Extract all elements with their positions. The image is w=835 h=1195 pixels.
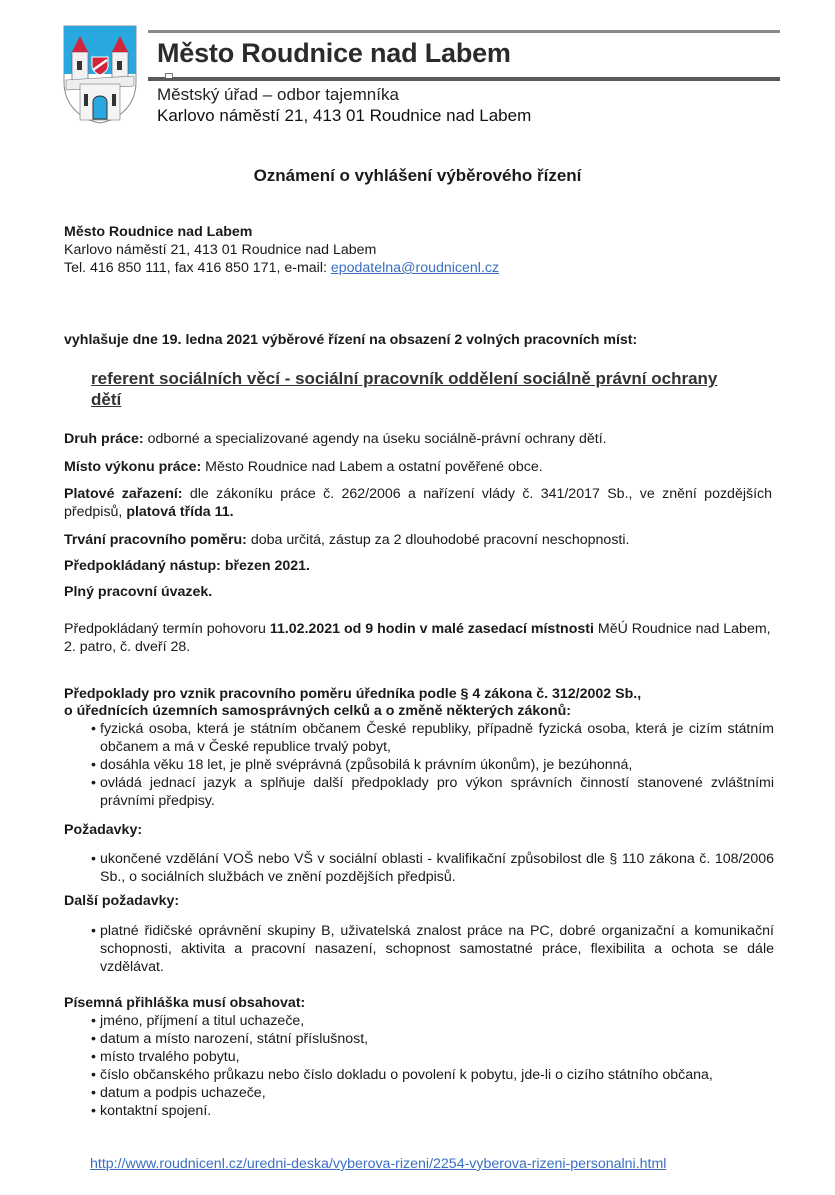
interview-prefix: Předpokládaný termín pohovoru (64, 621, 270, 637)
bullet-icon: • (91, 721, 96, 737)
field-work-place (64, 458, 772, 476)
bullet-icon: • (91, 1049, 96, 1065)
bullet-icon: • (91, 1067, 96, 1083)
other-requirements-list (64, 922, 774, 976)
issuer-email-link[interactable]: epodatelna@roudnicenl.cz (330, 260, 500, 276)
field-value: doba určitá, zástup za 2 dlouhodobé pracovní neschopnosti. (246, 532, 630, 548)
department-name: Městský úřad – odbor tajemníka (157, 85, 399, 104)
list-item: • jméno, příjmení a titul uchazeče, (91, 1013, 305, 1029)
field-label: Místo výkonu práce: (64, 459, 202, 475)
bullet-icon: • (91, 757, 96, 773)
list-item: • ukončené vzdělání VOŠ nebo VŠ v sociální oblasti - kvalifikační způsobilost dle § 110 zákona č. 108/2006 Sb., o sociálních službách ve znění pozdějších předpisů. (91, 851, 774, 885)
list-item: • číslo občanského průkazu nebo číslo dokladu o povolení k pobytu, jde-li o cizího státního občana, (91, 1067, 713, 1083)
prerequisites-heading-2: o úřednících územních samosprávných celků a o změně některých zákonů: (64, 703, 571, 719)
list-item: • platné řidičské oprávnění skupiny B, uživatelská znalost práce na PC, dobré organizační a komunikační schopnosti, aktivita a pracovní nasazení, schopnost samostatné práce, flexibilita a ochota se dále vzdělávat. (91, 923, 774, 975)
prerequisites-heading-1: Předpoklady pro vznik pracovního poměru úředníka podle § 4 zákona č. 312/2002 Sb., (64, 686, 642, 702)
town-crest-icon (62, 24, 138, 124)
list-item: • dosáhla věku 18 let, je plně svéprávná (způsobilá k právním úkonům), je bezúhonná, (91, 757, 633, 773)
vacancy-page-link[interactable]: http://www.roudnicenl.cz/uredni-deska/vyberova-rizeni/2254-vyberova-rizeni-personalni.html (90, 1156, 667, 1172)
issuer-name: Město Roudnice nad Labem (64, 224, 253, 240)
header-rule-middle (148, 77, 780, 81)
issuer-contact (64, 259, 499, 277)
list-item: • datum a místo narození, státní příslušnost, (91, 1031, 369, 1047)
list-item: • kontaktní spojení. (91, 1103, 212, 1119)
list-item: • datum a podpis uchazeče, (91, 1085, 266, 1101)
field-value: odborné a specializované agendy na úseku sociálně-právní ochrany dětí. (143, 431, 607, 447)
document-title: Oznámení o vyhlášení výběrového řízení (253, 166, 582, 185)
field-value: dle zákoníku práce č. 262/2006 a nařízení vlády č. 341/2017 Sb., ve znění pozdějších předpisů, (64, 486, 773, 520)
other-requirements-heading: Další požadavky: (64, 893, 180, 909)
announcement: vyhlašuje dne 19. ledna 2021 výběrové řízení na obsazení 2 volných pracovních míst: (64, 332, 638, 348)
office-address: Karlovo náměstí 21, 413 01 Roudnice nad Labem (157, 106, 532, 125)
field-salary (64, 485, 772, 521)
field-workload: Plný pracovní úvazek. (64, 584, 213, 600)
bullet-icon: • (91, 775, 96, 791)
list-item: • fyzická osoba, která je státním občanem České republiky, případně fyzická osoba, která je cizím státním občanem a má v České republice trvalý pobyt, (91, 721, 774, 755)
application-list (64, 1012, 774, 1120)
field-value: Město Roudnice nad Labem a ostatní pověřené obce. (201, 459, 543, 475)
header-rule-tick (165, 73, 173, 78)
list-item: • místo trvalého pobytu, (91, 1049, 240, 1065)
bullet-icon: • (91, 923, 96, 939)
bullet-icon: • (91, 1031, 96, 1047)
bullet-icon: • (91, 1085, 96, 1101)
field-start-date: Předpokládaný nástup: březen 2021. (64, 558, 310, 574)
position-title: referent sociálních věcí - sociální pracovník oddělení sociálně právní ochrany dětí (91, 369, 718, 409)
prerequisites-list (64, 720, 774, 810)
header-rule-top (148, 30, 780, 33)
issuer-address: Karlovo náměstí 21, 413 01 Roudnice nad Labem (64, 242, 377, 258)
town-title: Město Roudnice nad Labem (157, 38, 511, 68)
bullet-icon: • (91, 1013, 96, 1029)
field-label: Platové zařazení: (64, 486, 183, 502)
bullet-icon: • (91, 1103, 96, 1119)
field-label: Trvání pracovního poměru: (64, 532, 247, 548)
interview-location: MěÚ Roudnice nad Labem, 2. patro, č. dveří 28. (64, 621, 771, 655)
bullet-icon: • (91, 851, 96, 867)
interview-info (64, 620, 772, 656)
list-item: • ovládá jednací jazyk a splňuje další předpoklady pro výkon správních činností stanovené zvláštními právními předpisy. (91, 775, 774, 809)
field-work-type (64, 430, 772, 448)
requirements-list (64, 850, 774, 886)
application-heading: Písemná přihláška musí obsahovat: (64, 995, 306, 1011)
salary-class: platová třída 11. (126, 504, 234, 520)
requirements-heading: Požadavky: (64, 822, 143, 838)
interview-datetime: 11.02.2021 od 9 hodin v malé zasedací místnosti (269, 621, 594, 637)
field-label: Druh práce: (64, 431, 144, 447)
field-duration (64, 531, 772, 549)
issuer-phone-fax: Tel. 416 850 111, fax 416 850 171, e-mail: (64, 260, 331, 276)
